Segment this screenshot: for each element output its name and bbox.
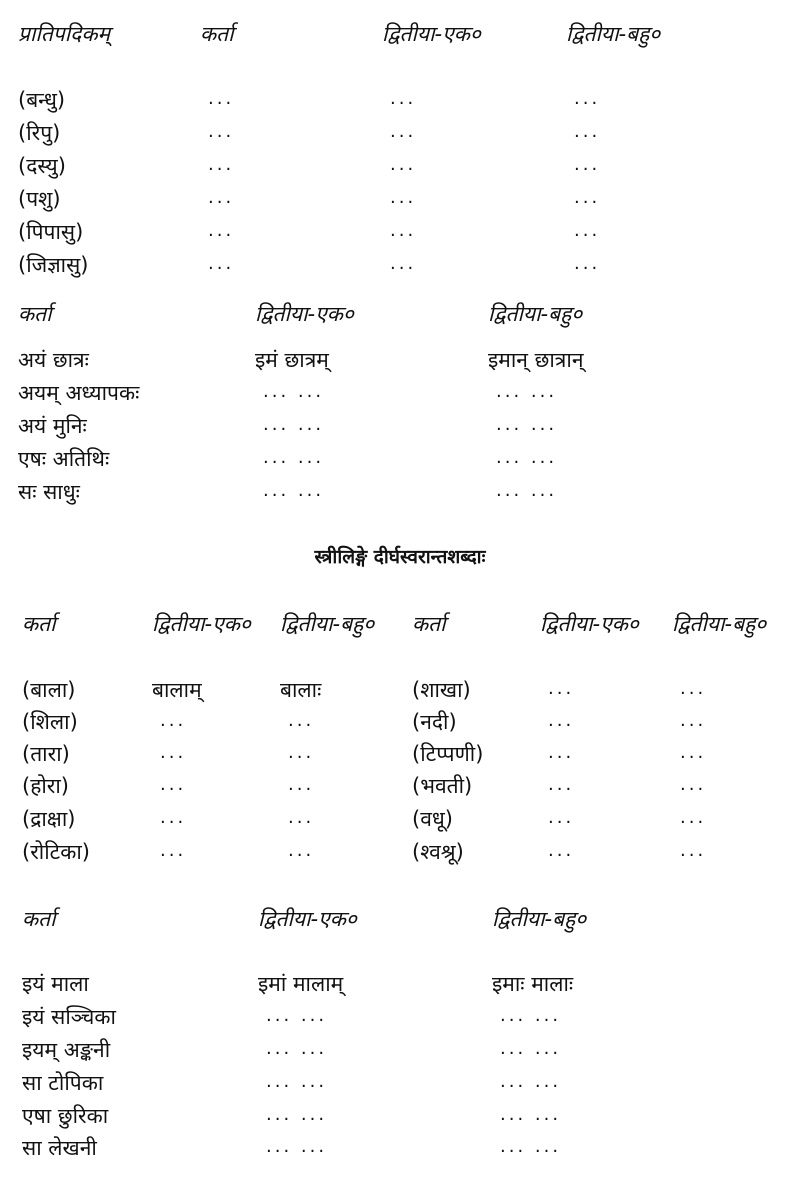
section2-row-4-cell-2: ... ... [496, 480, 558, 501]
section1-row-3-cell-1: ... [208, 187, 235, 208]
section3-row-5-cell-4: ... [548, 840, 575, 861]
section1-row-4-cell-3: ... [574, 220, 601, 241]
section2-row-2-cell-2: ... ... [496, 414, 558, 435]
section4-row-3-cell-0: सा टोपिका [22, 1071, 104, 1095]
section1-row-5-cell-2: ... [390, 253, 417, 274]
section4-header-0: कर्ता [22, 907, 56, 931]
section4-row-4-cell-2: ... ... [500, 1104, 562, 1125]
section1-row-0-cell-0: (बन्धु) [18, 88, 66, 112]
section3-row-1-cell-5: ... [680, 710, 707, 731]
section3-row-3-cell-2: ... [288, 774, 315, 795]
section3-row-2-cell-4: ... [548, 742, 575, 763]
section1-row-2-cell-0: (दस्यु) [18, 154, 66, 178]
section1-row-2-cell-1: ... [208, 154, 235, 175]
section1-row-5-cell-0: (जिज्ञासु) [18, 253, 89, 277]
section3-row-4-cell-0: (द्राक्षा) [22, 807, 76, 831]
section3-row-3-cell-5: ... [680, 774, 707, 795]
section2-row-0-cell-0: अयं छात्रः [18, 348, 89, 372]
section3-row-0-cell-1: बालाम् [152, 678, 202, 702]
section3-row-3-cell-1: ... [160, 774, 187, 795]
section1-header-2: द्वितीया-एक० [382, 22, 481, 46]
section3-row-5-cell-2: ... [288, 840, 315, 861]
section1-row-2-cell-2: ... [390, 154, 417, 175]
section1-row-0-cell-2: ... [390, 88, 417, 109]
section4-row-0-cell-0: इयं माला [22, 972, 89, 996]
section3-header-4: द्वितीया-एक० [540, 612, 639, 636]
section2-row-2-cell-0: अयं मुनिः [18, 414, 87, 438]
section-title: स्त्रीलिङ्गे दीर्घस्वरान्तशब्दाः [314, 546, 486, 568]
section3-row-0-cell-4: ... [548, 678, 575, 699]
section3-row-0-cell-5: ... [680, 678, 707, 699]
section3-row-5-cell-1: ... [160, 840, 187, 861]
section3-row-3-cell-0: (होरा) [22, 774, 70, 798]
section2-row-0-cell-1: इमं छात्रम् [255, 348, 329, 372]
section3-header-1: द्वितीया-एक० [152, 612, 251, 636]
section3-row-5-cell-3: (श्वश्रू) [412, 840, 464, 864]
section4-row-2-cell-1: ... ... [266, 1038, 328, 1059]
section3-row-2-cell-0: (तारा) [22, 742, 70, 766]
section1-header-3: द्वितीया-बहु० [566, 22, 661, 46]
section2-row-4-cell-1: ... ... [263, 480, 325, 501]
section3-row-0-cell-2: बालाः [280, 678, 322, 702]
section4-row-4-cell-0: एषा छुरिका [22, 1104, 109, 1128]
section1-row-2-cell-3: ... [574, 154, 601, 175]
section2-row-3-cell-1: ... ... [263, 447, 325, 468]
section1-row-4-cell-2: ... [390, 220, 417, 241]
section2-header-0: कर्ता [18, 302, 52, 326]
section3-row-2-cell-5: ... [680, 742, 707, 763]
section1-row-3-cell-2: ... [390, 187, 417, 208]
section1-row-5-cell-1: ... [208, 253, 235, 274]
section3-row-2-cell-2: ... [288, 742, 315, 763]
section2-row-4-cell-0: सः साधुः [18, 480, 80, 504]
section2-row-2-cell-1: ... ... [263, 414, 325, 435]
section1-row-1-cell-0: (रिपु) [18, 121, 61, 145]
section2-row-1-cell-1: ... ... [263, 381, 325, 402]
section3-row-1-cell-0: (शिला) [22, 710, 78, 734]
section3-row-4-cell-3: (वधू) [412, 807, 453, 831]
section2-row-1-cell-0: अयम् अध्यापकः [18, 381, 140, 405]
section3-row-1-cell-2: ... [288, 710, 315, 731]
section1-row-4-cell-1: ... [208, 220, 235, 241]
section4-row-0-cell-2: इमाः मालाः [492, 972, 574, 996]
section3-row-3-cell-3: (भवती) [412, 774, 473, 798]
section1-row-1-cell-1: ... [208, 121, 235, 142]
section3-row-2-cell-1: ... [160, 742, 187, 763]
section2-row-3-cell-2: ... ... [496, 447, 558, 468]
section4-row-0-cell-1: इमां मालाम् [258, 972, 344, 996]
section4-row-2-cell-0: इयम् अङ्कनी [22, 1038, 111, 1062]
section3-header-0: कर्ता [22, 612, 56, 636]
section1-row-1-cell-3: ... [574, 121, 601, 142]
section3-row-0-cell-0: (बाला) [22, 678, 76, 702]
section4-row-5-cell-0: सा लेखनी [22, 1136, 97, 1160]
section3-header-5: द्वितीया-बहु० [672, 612, 767, 636]
section2-header-1: द्वितीया-एक० [255, 302, 354, 326]
section4-row-5-cell-1: ... ... [266, 1136, 328, 1157]
section3-row-2-cell-3: (टिप्पणी) [412, 742, 484, 766]
section1-header-1: कर्ता [200, 22, 234, 46]
section4-row-5-cell-2: ... ... [500, 1136, 562, 1157]
section3-row-0-cell-3: (शाखा) [412, 678, 471, 702]
section1-row-3-cell-3: ... [574, 187, 601, 208]
section2-header-2: द्वितीया-बहु० [488, 302, 583, 326]
section3-row-1-cell-3: (नदी) [412, 710, 457, 734]
section3-row-3-cell-4: ... [548, 774, 575, 795]
section4-row-2-cell-2: ... ... [500, 1038, 562, 1059]
section4-row-1-cell-1: ... ... [266, 1005, 328, 1026]
section4-header-2: द्वितीया-बहु० [492, 907, 587, 931]
section3-header-3: कर्ता [412, 612, 446, 636]
section4-header-1: द्वितीया-एक० [258, 907, 357, 931]
section3-row-1-cell-4: ... [548, 710, 575, 731]
section3-row-4-cell-1: ... [160, 807, 187, 828]
section3-row-1-cell-1: ... [160, 710, 187, 731]
section2-row-3-cell-0: एषः अतिथिः [18, 447, 110, 471]
section4-row-1-cell-0: इयं सञ्चिका [22, 1005, 116, 1029]
section3-row-5-cell-0: (रोटिका) [22, 840, 91, 864]
section3-row-5-cell-5: ... [680, 840, 707, 861]
section1-row-4-cell-0: (पिपासु) [18, 220, 84, 244]
section3-row-4-cell-5: ... [680, 807, 707, 828]
section3-header-2: द्वितीया-बहु० [280, 612, 375, 636]
section1-row-3-cell-0: (पशु) [18, 187, 61, 211]
section1-row-0-cell-3: ... [574, 88, 601, 109]
section2-row-0-cell-2: इमान् छात्रान् [488, 348, 584, 372]
section4-row-1-cell-2: ... ... [500, 1005, 562, 1026]
section3-row-4-cell-4: ... [548, 807, 575, 828]
section1-row-0-cell-1: ... [208, 88, 235, 109]
section4-row-4-cell-1: ... ... [266, 1104, 328, 1125]
section3-row-4-cell-2: ... [288, 807, 315, 828]
section2-row-1-cell-2: ... ... [496, 381, 558, 402]
section1-row-1-cell-2: ... [390, 121, 417, 142]
section4-row-3-cell-2: ... ... [500, 1071, 562, 1092]
section1-header-0: प्रातिपदिकम् [18, 22, 111, 46]
section1-row-5-cell-3: ... [574, 253, 601, 274]
section4-row-3-cell-1: ... ... [266, 1071, 328, 1092]
